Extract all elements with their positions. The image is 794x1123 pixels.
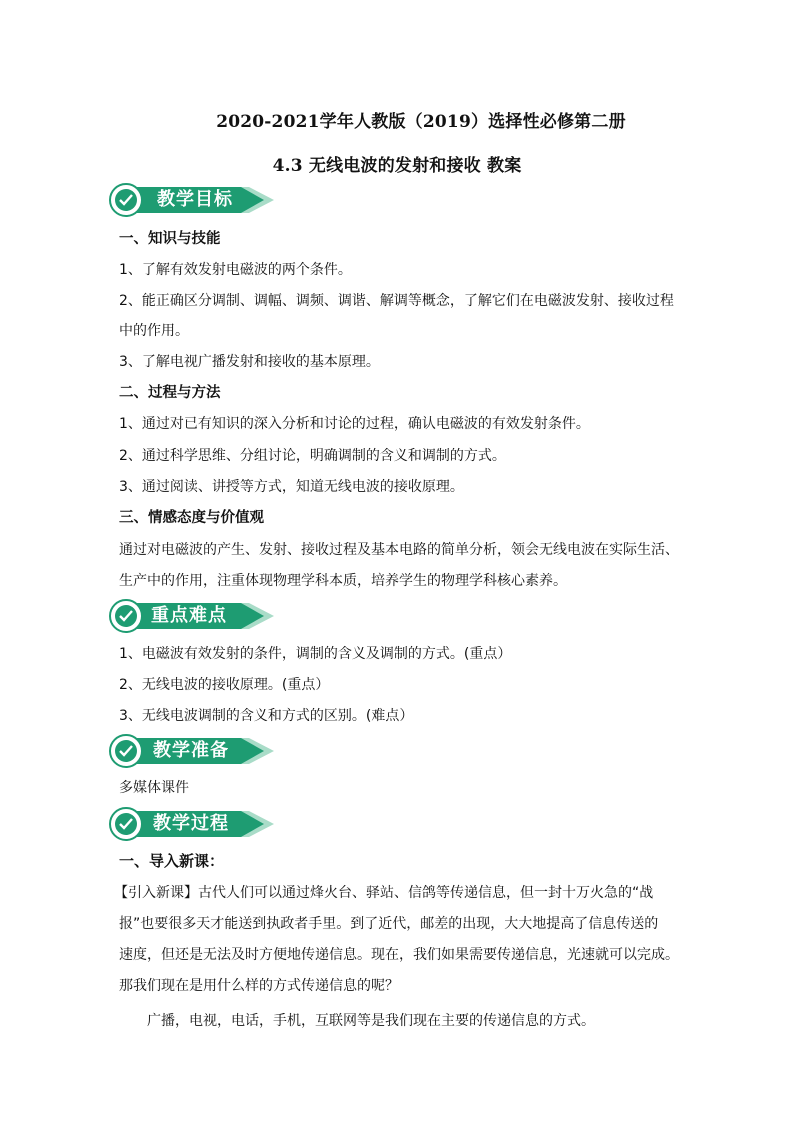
prep-text: 多媒体课件 — [119, 780, 189, 796]
list-item: 1、通过对已有知识的深入分析和讨论的过程，确认电磁波的有效发射条件。 — [119, 416, 590, 432]
banner-label: 重点难点 — [151, 605, 227, 626]
list-item: 2、无线电波的接收原理。(重点） — [119, 677, 330, 693]
banner-label: 教学过程 — [153, 813, 229, 834]
paragraph-line: 速度，但还是无法及时方便地传递信息。现在，我们如果需要传递信息，光速就可以完成。 — [119, 947, 679, 963]
list-item: 1、电磁波有效发射的条件，调制的含义及调制的方式。(重点） — [119, 646, 512, 662]
section-banner-prep — [109, 734, 274, 768]
list-item: 3、通过阅读、讲授等方式，知道无线电波的接收原理。 — [119, 479, 464, 495]
list-item: 1、了解有效发射电磁波的两个条件。 — [119, 262, 352, 278]
list-item: 通过对电磁波的产生、发射、接收过程及基本电路的简单分析，领会无线电波在实际生活、 — [119, 542, 679, 558]
section-banner-goals — [109, 183, 274, 217]
list-item: 2、能正确区分调制、调幅、调频、调谐、解调等概念，了解它们在电磁波发射、接收过程 — [119, 293, 674, 309]
subheading-knowledge: 一、知识与技能 — [119, 231, 221, 247]
subheading-process: 二、过程与方法 — [119, 385, 221, 401]
list-item: 生产中的作用，注重体现物理学科本质，培养学生的物理学科核心素养。 — [119, 573, 567, 589]
lesson-title: 4.3 无线电波的发射和接收 教案 — [272, 156, 522, 176]
list-item: 2、通过科学思维、分组讨论，明确调制的含义和调制的方式。 — [119, 448, 506, 464]
subheading-intro: 一、导入新课： — [119, 852, 225, 870]
paragraph-line: 报”也要很多天才能送到执政者手里。到了近代，邮差的出现，大大地提高了信息传送的 — [119, 916, 659, 932]
paragraph-line: 那我们现在是用什么样的方式传递信息的呢？ — [119, 978, 399, 994]
answer-text: 广播，电视，电话，手机，互联网等是我们现在主要的传递信息的方式。 — [147, 1013, 595, 1029]
list-item: 3、了解电视广播发射和接收的基本原理。 — [119, 354, 380, 370]
list-item: 中的作用。 — [119, 323, 189, 339]
paragraph-line: 【引入新课】古代人们可以通过烽火台、驿站、信鸽等传递信息，但一封十万火急的“战 — [114, 885, 654, 901]
section-banner-process — [109, 807, 274, 841]
document-title: 2020-2021学年人教版（2019）选择性必修第二册 — [216, 112, 626, 132]
section-banner-keypoints — [109, 599, 274, 633]
banner-label: 教学目标 — [157, 189, 233, 210]
subheading-values: 三、情感态度与价值观 — [119, 510, 264, 526]
banner-label: 教学准备 — [153, 740, 229, 761]
list-item: 3、无线电波调制的含义和方式的区别。(难点） — [119, 708, 414, 724]
